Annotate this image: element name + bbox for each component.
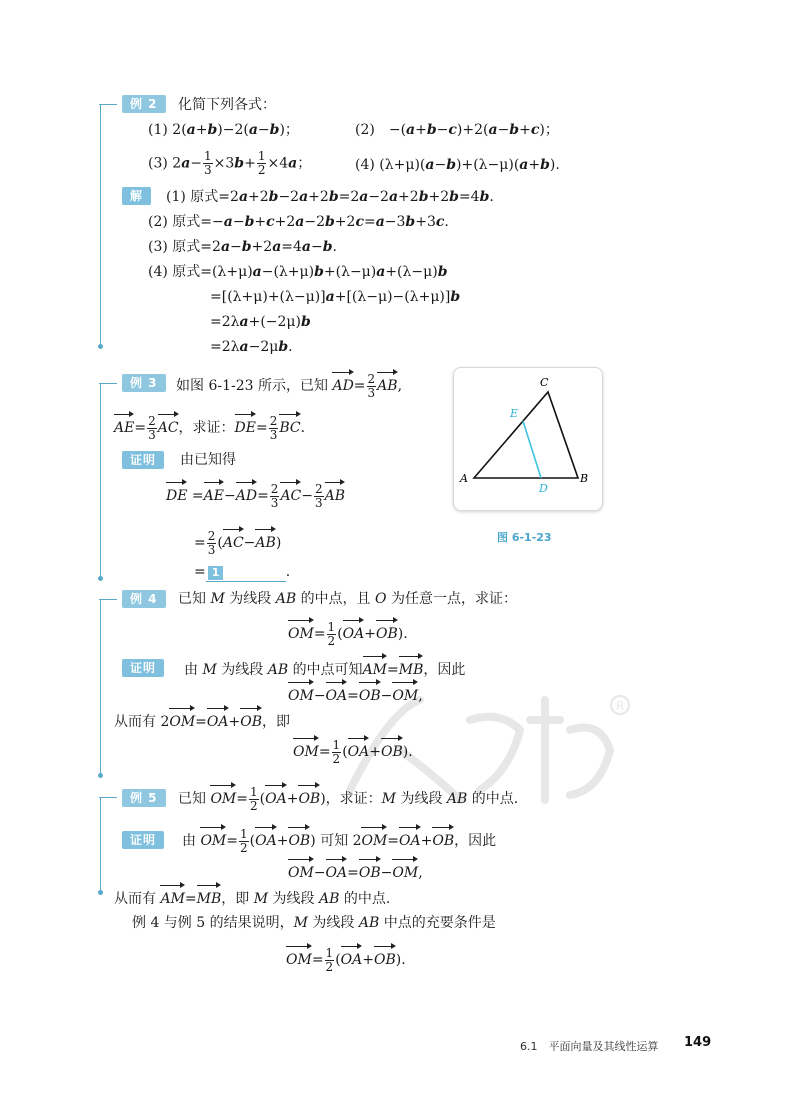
- point-c-label: C: [540, 376, 549, 389]
- example-2-tag: 例 2: [122, 95, 166, 113]
- ex2-p1-label: (1): [148, 122, 168, 138]
- ex4-statement: 已知 M 为线段 AB 的中点，且 O 为任意一点，求证：: [178, 591, 517, 607]
- ex4-st-b: 为线段: [229, 591, 272, 607]
- example-3-tag: 例 3: [122, 374, 166, 392]
- example-5-proof-tag: 证明: [122, 831, 164, 849]
- ex5-cg-d: 的中点.: [343, 891, 391, 907]
- ex2-problem-3: (3) 2a− $\frac{1}{3}$ ×3b+ $\frac{1}{2}$ ×4a；: [148, 149, 312, 177]
- example-2-bracket: [100, 104, 101, 346]
- ex4-formula: OM= $\frac{1}{2}$ (OA+OB).: [288, 619, 408, 648]
- triangle-abc: [474, 392, 578, 478]
- ex5-st-b: ，求证：: [325, 791, 382, 807]
- ex3-statement-line1: 如图 6-1-23 所示，已知 AD= $\frac{2}{3}$ AB,: [176, 371, 403, 400]
- ex4-proof-line4: OM= $\frac{1}{2}$ (OA+OB).: [293, 737, 413, 766]
- ex4-pf-c: 的中点可知: [292, 662, 363, 678]
- ex2-solution-4-line2: =[(λ+μ)+(λ−μ)]a+[(λ−μ)−(λ+μ)]b: [210, 289, 461, 305]
- segment-de: [523, 421, 541, 478]
- ex2-solution-4-line4: =2λa−2μb.: [210, 339, 293, 355]
- ex2-p4-label: (4): [355, 157, 375, 173]
- ex3-statement-line2: AE= $\frac{2}{3}$ AC，求证：DE= $\frac{2}{3}$ BC.: [114, 413, 306, 442]
- ex2-sol4-label: (4): [148, 264, 168, 280]
- ex5-cg-a: 从而有: [114, 891, 156, 907]
- concl-b: 为线段: [312, 915, 355, 931]
- ex2-p2-label: (2): [355, 122, 375, 138]
- ex4-proof-line3: 从而有 2OM=OA+OB，即: [114, 706, 290, 732]
- figure-6-1-23: [453, 367, 603, 511]
- ex2-solution-2: (2) 原式=−a−b+c+2a−2b+2c=a−3b+3c.: [148, 214, 449, 230]
- example-2-title: 化简下列各式：: [178, 97, 276, 113]
- example-2-solution-tag: 解: [122, 187, 151, 205]
- point-e-label: E: [510, 407, 519, 420]
- ex5-proof-line2: OM−OA=OB−OM,: [288, 857, 423, 883]
- ex4-proof-line2: OM−OA=OB−OM,: [288, 680, 423, 706]
- conclusion-formula: OM= $\frac{1}{2}$ (OA+OB).: [286, 945, 406, 974]
- concl-a: 例 4 与例 5 的结果说明，: [132, 915, 294, 931]
- ex2-solution-4-line3: =2λa+(−2μ)b: [210, 314, 311, 330]
- ex3-proof-line1: DE =AE−AD= $\frac{2}{3}$ AC− $\frac{2}{3}$ AB: [166, 481, 346, 510]
- ex2-problem-4: (4) (λ+μ)(a−b)+(λ−μ)(a+b).: [355, 157, 560, 173]
- ex5-st-a: 已知: [178, 791, 206, 807]
- point-d-label: D: [539, 482, 548, 495]
- svg-text:R: R: [616, 699, 625, 713]
- ex4-cg-b: ，即: [262, 714, 290, 730]
- ex3-proof-line2: = $\frac{2}{3}$ (AC−AB): [194, 528, 282, 557]
- ex5-cg-b: ，即: [221, 891, 250, 907]
- ex4-st-c: 的中点，且: [300, 591, 371, 607]
- ex4-st-d: 为任意一点，求证：: [390, 591, 517, 607]
- example-3-proof-tag: 证明: [122, 451, 164, 469]
- ex2-problem-1: (1) 2(a+b)−2(a−b)；: [148, 122, 299, 138]
- ex2-sol2-label: (2): [148, 214, 168, 230]
- blank-number: 1: [208, 566, 224, 580]
- conclusion-text: 例 4 与例 5 的结果说明，M 为线段 AB 中点的充要条件是: [132, 915, 496, 931]
- ex4-proof-line1: 由 M 为线段 AB 的中点可知AM=MB，因此: [184, 654, 465, 680]
- ex2-solution-3: (3) 原式=2a−b+2a=4a−b.: [148, 239, 337, 255]
- footer-section-title: 6.1 平面向量及其线性运算: [520, 1040, 659, 1053]
- ex5-pf-c: ，因此: [454, 833, 497, 849]
- ex3-proof-line3: = 1 .: [194, 564, 291, 580]
- ex5-pf-a: 由: [182, 833, 196, 849]
- figure-caption: 图 6-1-23: [497, 531, 552, 544]
- ex4-pf-d: ，因此: [423, 662, 466, 678]
- example-3-bracket: [100, 383, 101, 578]
- example-5-bracket: [100, 797, 101, 892]
- ex3-intro: 如图 6-1-23 所示，已知: [176, 378, 328, 394]
- triangle-diagram: [454, 368, 602, 510]
- example-5-tag: 例 5: [122, 789, 166, 807]
- ex5-statement: 已知 OM= $\frac{1}{2}$ (OA+OB)，求证：M 为线段 AB 的中点.: [178, 784, 519, 813]
- concl-c: 中点的充要条件是: [383, 915, 496, 931]
- ex5-pf-b: 可知: [320, 833, 349, 849]
- ex5-proof-line3: 从而有 AM=MB，即 M 为线段 AB 的中点.: [114, 883, 390, 909]
- example-4-tag: 例 4: [122, 590, 166, 608]
- ex4-st-a: 已知: [178, 591, 206, 607]
- ex3-known: 由已知得: [180, 452, 236, 468]
- point-b-label: B: [580, 472, 589, 485]
- ex2-sol3-label: (3): [148, 239, 168, 255]
- ex3-prove-label: 求证：: [192, 420, 235, 436]
- ex2-sol1-label: (1): [166, 189, 186, 205]
- ex2-solution-1: (1) 原式=2a+2b−2a+2b=2a−2a+2b+2b=4b.: [166, 189, 494, 205]
- ex5-cg-c: 为线段: [272, 891, 315, 907]
- example-4-proof-tag: 证明: [122, 659, 164, 677]
- point-a-label: A: [460, 472, 468, 485]
- ex5-st-d: 的中点.: [471, 791, 519, 807]
- ex5-proof-line1: 由 OM= $\frac{1}{2}$ (OA+OB) 可知 2OM=OA+OB，因此: [182, 826, 497, 855]
- ex2-solution-4-line1: (4) 原式=(λ+μ)a−(λ+μ)b+(λ−μ)a+(λ−μ)b: [148, 264, 448, 280]
- ex4-pf-a: 由: [184, 662, 198, 678]
- page-number: 149: [684, 1035, 712, 1050]
- ex5-st-c: 为线段: [400, 791, 443, 807]
- ex2-problem-2: (2) −(a+b−c)+2(a−b+c)；: [355, 122, 559, 138]
- answer-blank-1[interactable]: [206, 565, 286, 582]
- ex4-cg-a: 从而有: [114, 714, 156, 730]
- example-4-bracket: [100, 599, 101, 775]
- ex2-p3-label: (3): [148, 155, 168, 172]
- ex4-pf-b: 为线段: [221, 662, 264, 678]
